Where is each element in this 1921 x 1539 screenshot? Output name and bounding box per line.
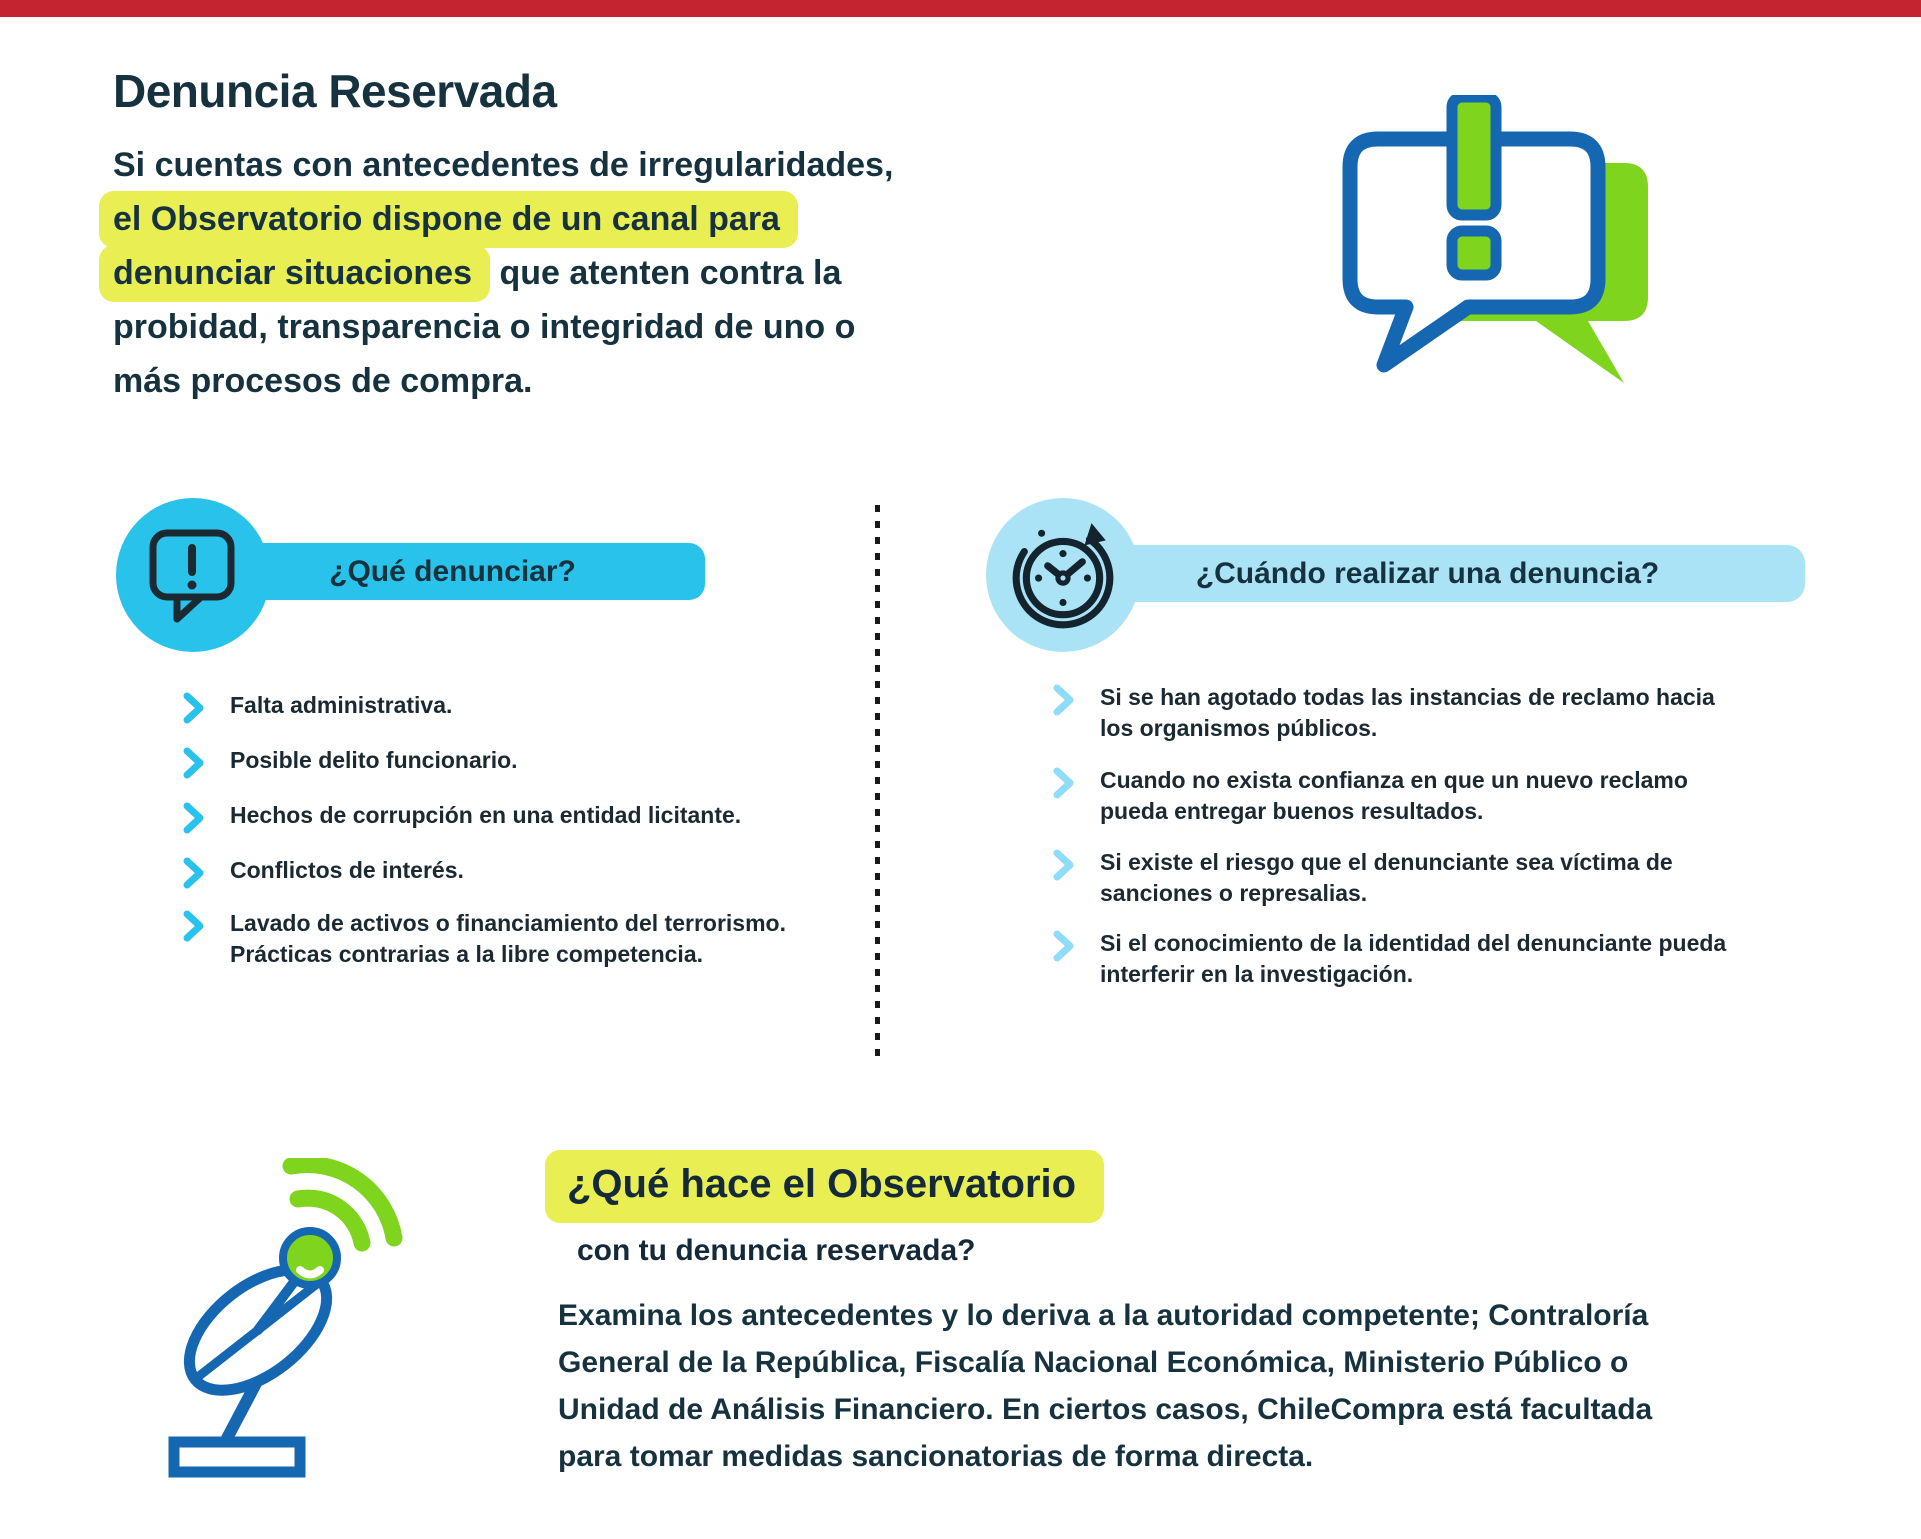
list-item-text: Si existe el riesgo que el denunciante sea víctima de xyxy=(1100,849,1673,875)
list-item xyxy=(182,908,786,970)
list-item-text: interferir en la investigación. xyxy=(1100,961,1414,987)
speech-bubble-exclamation-icon xyxy=(145,525,241,625)
intro-text: probidad, transparencia o integridad de uno o xyxy=(113,308,856,346)
satellite-dish-icon xyxy=(158,1158,408,1478)
intro-line xyxy=(113,246,893,300)
list-item-text: Lavado de activos o financiamiento del terrorismo. xyxy=(230,910,786,936)
what-section-banner-label: ¿Qué denunciar? xyxy=(329,554,576,588)
what-section-banner xyxy=(200,543,705,600)
observatory-heading-text: ¿Qué hace el Observatorio xyxy=(567,1162,1077,1206)
dotted-vertical-divider xyxy=(875,505,880,1057)
chevron-right-icon xyxy=(182,745,206,781)
intro-text: más procesos de compra. xyxy=(113,362,533,400)
list-item-text: sanciones o represalias. xyxy=(1100,880,1368,906)
when-section-banner-label: ¿Cuándo realizar una denuncia? xyxy=(1195,556,1660,590)
intro-text: que atenten contra la xyxy=(490,254,842,292)
observatory-body-line: General de la República, Fiscalía Nacional Económica, Ministerio Público o xyxy=(558,1346,1629,1379)
chevron-right-icon xyxy=(182,908,206,944)
list-item-text: Conflictos de interés. xyxy=(230,857,464,883)
chevron-right-icon xyxy=(182,800,206,836)
intro-text: Si cuentas con antecedentes de irregularidades, xyxy=(113,146,894,184)
intro-line xyxy=(113,192,893,246)
when-section-icon-circle xyxy=(986,498,1140,652)
observatory-body xyxy=(558,1292,1652,1480)
intro-text-highlighted: denunciar situaciones xyxy=(99,245,490,302)
observatory-body-line: para tomar medidas sancionatorias de forma directa. xyxy=(558,1440,1314,1473)
list-item-text: Falta administrativa. xyxy=(230,692,453,718)
top-red-bar xyxy=(0,0,1921,17)
chevron-right-icon xyxy=(1052,847,1076,883)
page-title: Denuncia Reservada xyxy=(113,65,557,117)
list-item-text: los organismos públicos. xyxy=(1100,715,1378,741)
chat-bubbles-exclamation-icon xyxy=(1340,95,1660,395)
intro-paragraph xyxy=(113,138,893,408)
observatory-heading-tail: con tu denuncia reservada? xyxy=(577,1234,976,1267)
list-item-text: Prácticas contrarias a la libre competencia. xyxy=(230,941,704,967)
intro-line xyxy=(113,354,893,408)
when-section-banner xyxy=(1050,545,1805,602)
observatory-heading-highlighted xyxy=(545,1150,1104,1223)
what-section-icon-circle xyxy=(116,498,270,652)
list-item xyxy=(182,855,464,891)
list-item-text: Posible delito funcionario. xyxy=(230,747,518,773)
list-item xyxy=(182,690,452,726)
observatory-body-line: Examina los antecedentes y lo deriva a la autoridad competente; Contraloría xyxy=(558,1299,1649,1332)
list-item xyxy=(1052,682,1715,744)
chevron-right-icon xyxy=(1052,928,1076,964)
list-item-text: Si el conocimiento de la identidad del denunciante pueda xyxy=(1100,930,1727,956)
chevron-right-icon xyxy=(182,855,206,891)
chevron-right-icon xyxy=(1052,765,1076,801)
list-item xyxy=(1052,765,1688,827)
list-item xyxy=(1052,928,1726,990)
clock-history-icon xyxy=(1007,519,1119,631)
intro-line xyxy=(113,300,893,354)
intro-text-highlighted: el Observatorio dispone de un canal para xyxy=(99,191,798,248)
list-item xyxy=(1052,847,1673,909)
list-item xyxy=(182,745,518,781)
list-item-text: Cuando no exista confianza en que un nuevo reclamo xyxy=(1100,767,1688,793)
list-item-text: Si se han agotado todas las instancias de reclamo hacia xyxy=(1100,684,1715,710)
list-item-text: Hechos de corrupción en una entidad licitante. xyxy=(230,802,742,828)
chevron-right-icon xyxy=(1052,682,1076,718)
observatory-body-line: Unidad de Análisis Financiero. En ciertos casos, ChileCompra está facultada xyxy=(558,1393,1653,1426)
chevron-right-icon xyxy=(182,690,206,726)
intro-line xyxy=(113,138,893,192)
list-item xyxy=(182,800,741,836)
list-item-text: pueda entregar buenos resultados. xyxy=(1100,798,1484,824)
